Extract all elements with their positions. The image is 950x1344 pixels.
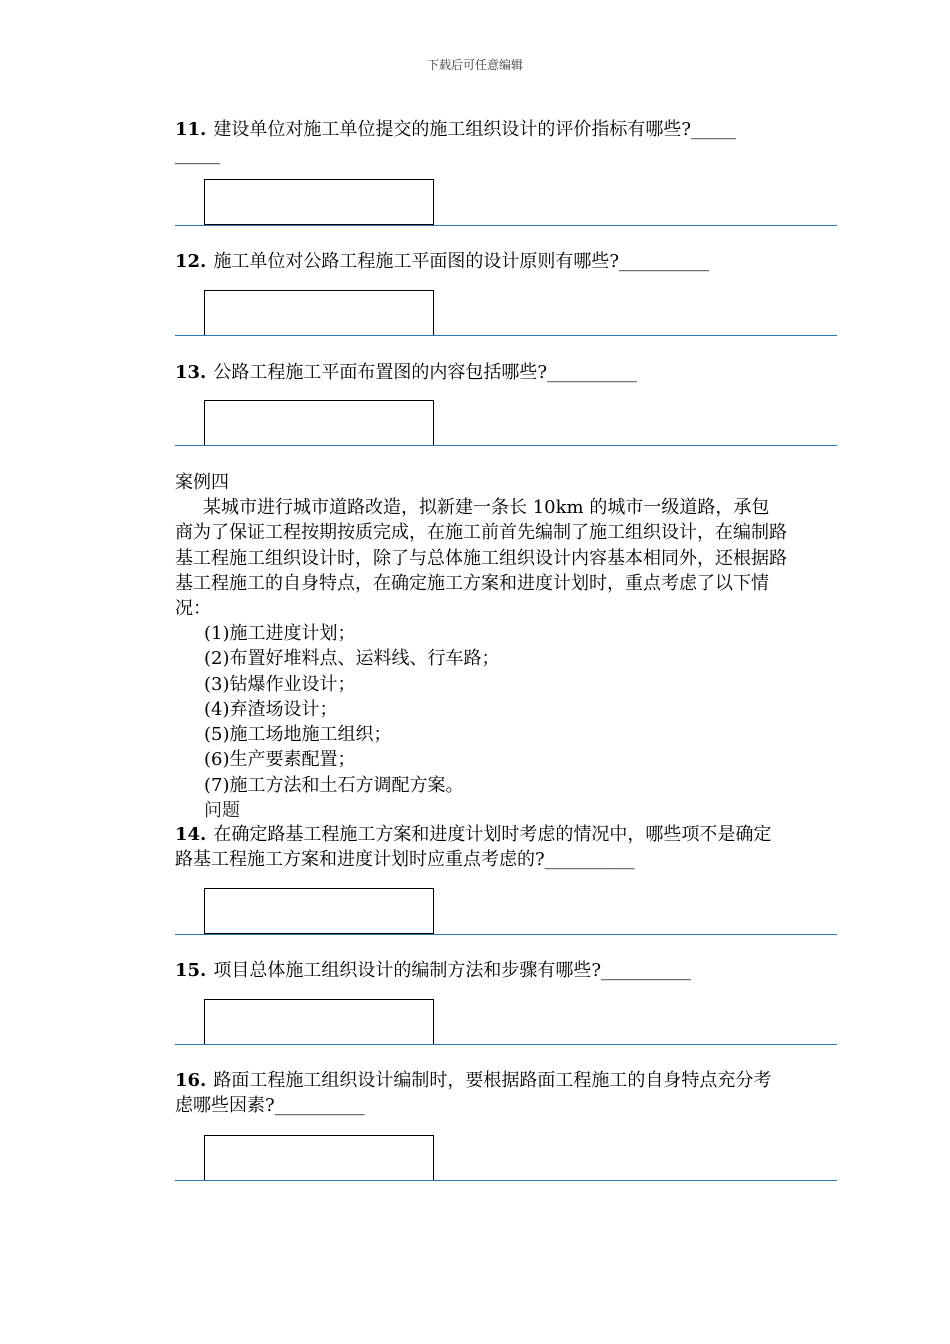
answer-box-14[interactable] [204,888,434,934]
answer-underline-12 [175,335,837,336]
question-16 [175,1068,775,1118]
answer-box-13[interactable] [204,400,434,446]
case-considerations-list [204,621,500,798]
question-text: 项目总体施工组织设计的编制方法和步骤有哪些? [213,960,601,981]
answer-box-16[interactable] [204,1135,434,1181]
answer-underline-15 [175,1044,837,1045]
question-text: 建设单位对施工单位提交的施工组织设计的评价指标有哪些? [213,119,691,140]
case-description: 某城市进行城市道路改造，拟新建一条长 10km 的城市一级道路，承包商为了保证工程按期按质完成，在施工前首先编制了施工组织设计，在编制路基工程施工组织设计时，除了与总体施工组织设计内容基本相同外，还根据路基工程施工的自身特点，在确定施工方案和进度计划时，重点考虑了以下情况： [175,497,787,620]
question-text: 施工单位对公路工程施工平面图的设计原则有哪些? [213,251,619,272]
page-header: 下载后可任意编辑 [426,58,523,72]
answer-blank: __________ [618,251,709,272]
question-13 [175,360,785,385]
answer-underline-13 [175,445,837,446]
list-item: (7)施工方法和土石方调配方案。 [204,774,464,796]
question-number: 16. [175,1070,207,1091]
questions-heading: 问题 [204,800,240,821]
answer-underline-11 [175,225,837,226]
answer-box-12[interactable] [204,290,434,336]
answer-blank: __________ [544,849,635,870]
question-text: 在确定路基工程施工方案和进度计划时考虑的情况中，哪些项不是确定路基工程施工方案和进度计划时应重点考虑的? [175,824,772,870]
question-number: 13. [175,362,207,383]
list-item: (4)弃渣场设计； [204,698,338,720]
answer-box-15[interactable] [204,999,434,1045]
question-number: 14. [175,824,207,845]
case-title: 案例四 [175,472,229,493]
question-11 [175,117,785,167]
list-item: (6)生产要素配置； [204,749,356,771]
answer-blank: __________ [546,362,637,383]
answer-underline-16 [175,1180,837,1181]
question-12 [175,249,785,274]
list-item: (1)施工进度计划； [204,623,356,644]
list-item: (3)钻爆作业设计； [204,673,356,695]
answer-blank: _____ _____ [175,119,736,165]
question-15 [175,958,785,983]
answer-blank: __________ [274,1095,365,1116]
answer-underline-14 [175,934,837,935]
question-14 [175,822,775,872]
answer-box-11[interactable] [204,179,434,225]
answer-blank: __________ [600,960,691,981]
question-text: 路面工程施工组织设计编制时，要根据路面工程施工的自身特点充分考虑哪些因素? [175,1070,772,1116]
question-number: 11. [175,119,207,140]
list-item: (5)施工场地施工组织； [204,724,392,746]
question-number: 12. [175,251,207,272]
question-text: 公路工程施工平面布置图的内容包括哪些? [213,362,547,383]
list-item: (2)布置好堆料点、运料线、行车路； [204,648,500,670]
question-number: 15. [175,960,207,981]
